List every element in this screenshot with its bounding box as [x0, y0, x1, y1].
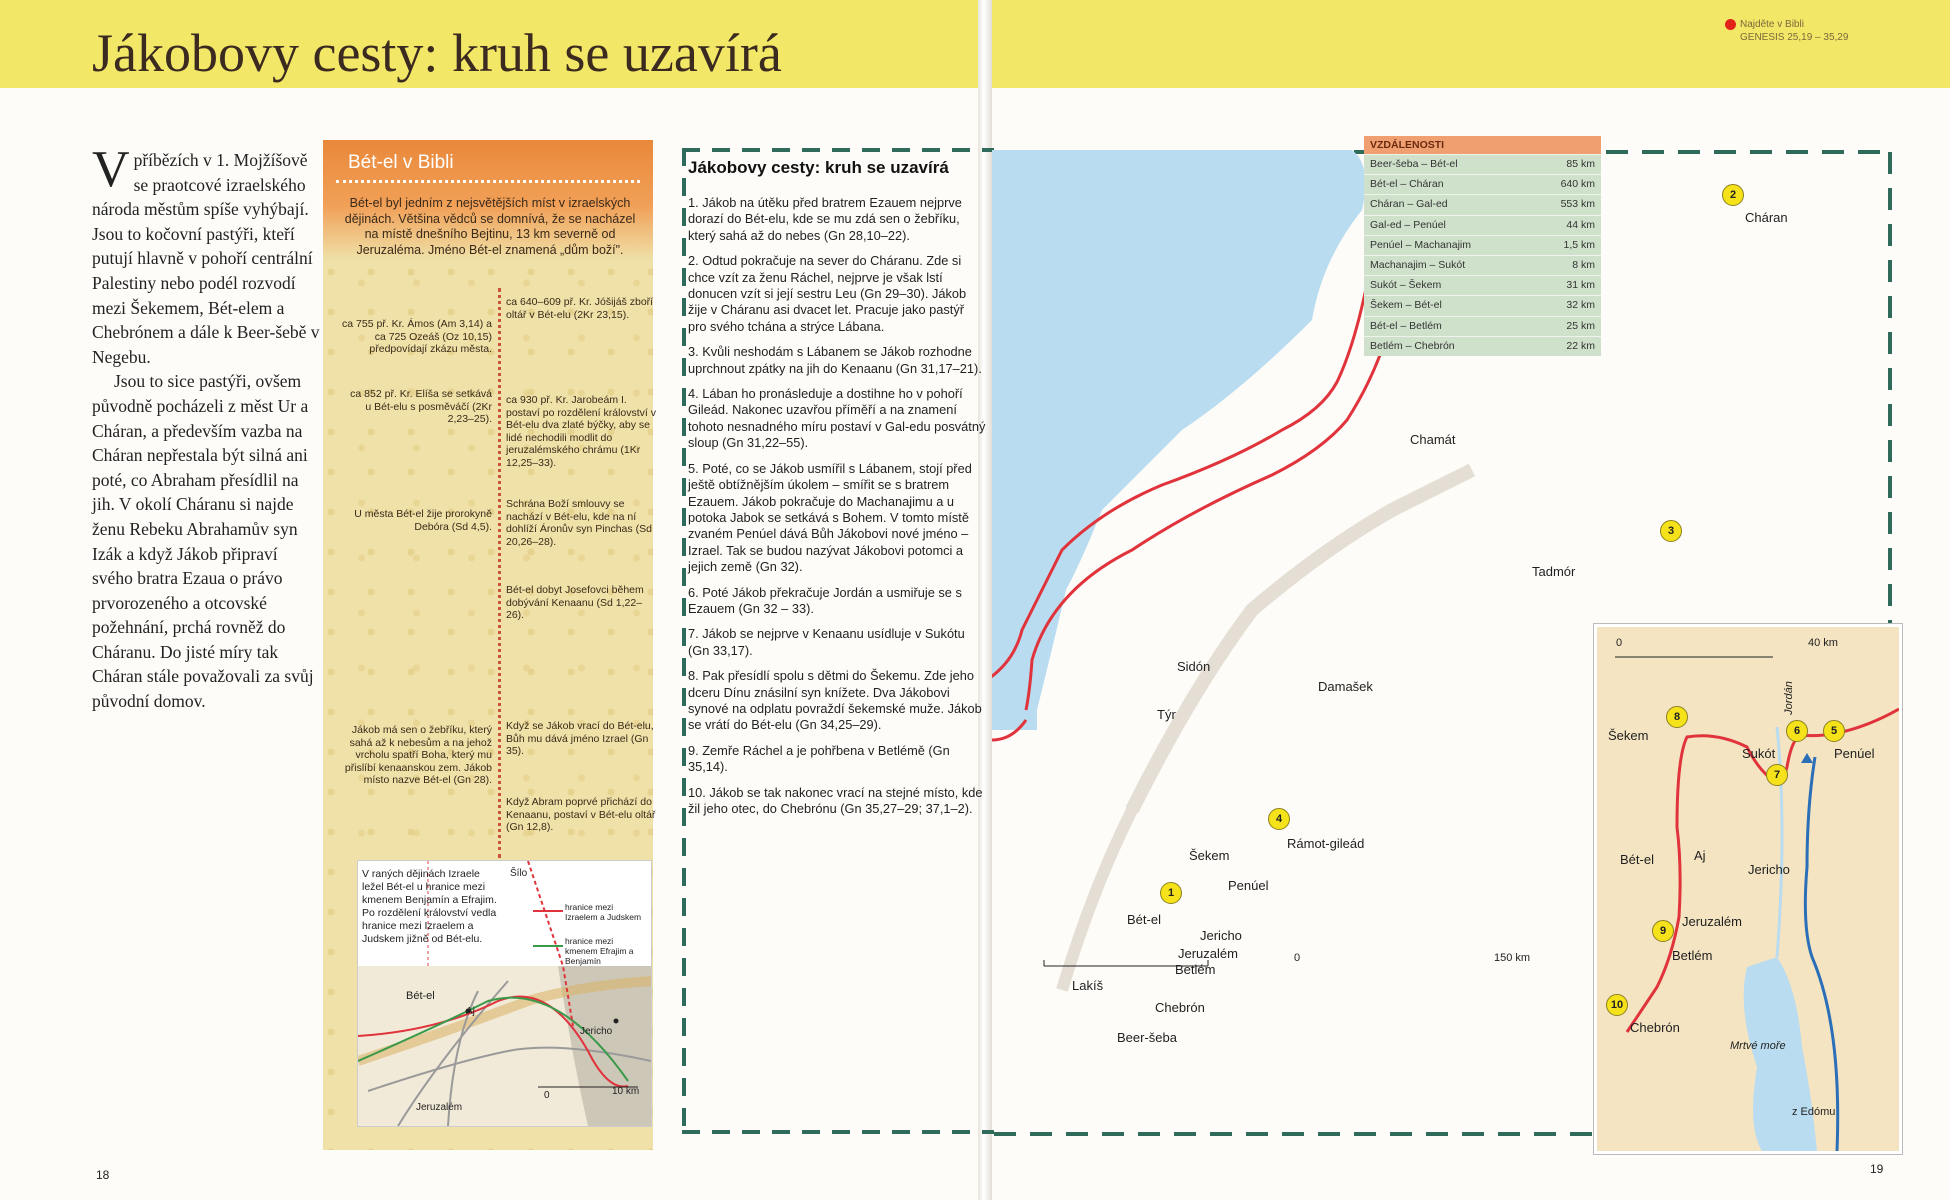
place-ramot: Rámot-gileád	[1287, 836, 1365, 851]
table-row: Machanajim – Sukót 8 km	[1364, 255, 1601, 275]
table-row: Beer-šeba – Bét-el 85 km	[1364, 154, 1601, 174]
timeline-entry: U města Bét-el žije prorokyně Debóra (Sd 4,5).	[354, 508, 492, 533]
inset-place-sekem: Šekem	[1608, 728, 1649, 743]
list-item: 4. Lában ho pronásleduje a dostihne ho v pohoří Gileád. Nakonec uzavřou příměří a na znamení tohoto nesnadného míru postaví v Gal-edu posvátný sloup (Gn 31,22–55).	[688, 386, 986, 451]
map-scale-zero: 0	[1294, 952, 1301, 964]
inset-map	[1594, 624, 1902, 1154]
intro-p1: příbězích v 1. Mojžíšově se praotcové izraelského národa městům spíše vyhýbají. Jsou to kočovní pastýři, kteří putují hlavně v pohoří centrální Palestiny nebo podél rozvodí mezi Šekemem, Bét-elem a Chebrónem a dále k Beer-šebě v Negebu.	[92, 150, 320, 367]
table-row: Bét-el – Cháran 640 km	[1364, 174, 1601, 194]
timeline-entry: Když Abram poprvé přichází do Kenaanu, postaví v Bét-elu oltář (Gn 12,8).	[506, 796, 656, 833]
map-label-silo: Šílo	[510, 868, 528, 879]
place-betel: Bét-el	[1127, 912, 1161, 927]
map-scale-150: 150 km	[1494, 952, 1531, 964]
inset-place-edom: z Edómu	[1792, 1106, 1836, 1118]
marker-5: 5	[1823, 720, 1845, 742]
list-item: 6. Poté Jákob překračuje Jordán a usmiřuje se s Ezauem (Gn 32 – 33).	[688, 584, 962, 616]
map-label-jeruzalem: Jeruzalém	[416, 1102, 463, 1113]
bible-reference	[1725, 18, 1848, 44]
betel-intro: Bét-el byl jedním z nejsvětějších míst v izraelských dějinách. Většina vědců se domnívá, že se nacházel na místě dnešního Bejtinu, 13 km severně od Jeruzaléma. Jméno Bét-el znamená „dům boží".	[344, 196, 636, 257]
legend-green-label: hranice mezi kmenem Efrajim a Benjamín	[565, 936, 634, 966]
marker-7: 7	[1766, 764, 1788, 786]
timeline-entry: Když se Jákob vrací do Bét-elu, Bůh mu dává jméno Izrael (Gn 35).	[506, 720, 654, 757]
timeline-entry: Jákob má sen o žebříku, který sahá až k nebesům a na jehož vrcholu spatří Boha, který mu přislíbí kenaanskou zem. Jákob místo nazve Bét-el (Gn 28).	[344, 724, 492, 786]
legend-red-label: hranice mezi Izraelem a Judskem	[565, 902, 642, 922]
table-row: Gal-ed – Penúel 44 km	[1364, 215, 1601, 235]
place-jericho: Jericho	[1200, 928, 1242, 943]
place-lakis: Lakíš	[1072, 978, 1104, 993]
place-jeruzalem: Jeruzalém	[1178, 946, 1238, 961]
page-title: Jákobovy cesty: kruh se uzavírá	[92, 23, 782, 83]
inset-place-jordan: Jordán	[1782, 681, 1795, 715]
marker-1: 1	[1160, 882, 1182, 904]
table-row: Sukót – Šekem 31 km	[1364, 275, 1601, 295]
inset-place-jeruzalem: Jeruzalém	[1682, 914, 1742, 929]
page-number-left: 18	[96, 1168, 110, 1182]
intro-p2: Jsou to sice pastýři, ovšem původně pocházeli z měst Ur a Cháran, a především vazba na Cháran nepřestala být silná ani poté, co Abraham přesídlil na jih. V okolí Cháranu si najde ženu Rebeku Abrahamův syn Izák a když Jákob připraví svého bratra Ezaua o právo prvorozeného a otcovské požehnání, prchá rovněž do Cháranu. Do jisté míry tak Cháran stále považovali za svůj původní domov.	[92, 371, 314, 712]
timeline-entry: Bét-el dobyt Josefovci během dobývání Kenaanu (Sd 1,22–26).	[506, 584, 644, 621]
place-chamat: Chamát	[1410, 432, 1456, 447]
betel-title: Bét-el v Bibli	[348, 152, 454, 173]
esau-route	[1805, 757, 1837, 1151]
mediterranean-sea	[1032, 150, 1365, 730]
betel-divider	[336, 180, 640, 183]
list-item: 10. Jákob se tak nakonec vrací na stejné místo, kde žil jeho otec, do Chebrónu (Gn 35,27–29; 37,1–2).	[688, 784, 983, 816]
inset-scale-40: 40 km	[1808, 637, 1838, 649]
marker-6: 6	[1786, 720, 1808, 742]
ref-value: GENESIS 25,19 – 35,29	[1740, 32, 1849, 43]
distance-table	[1364, 136, 1601, 356]
map-label-jericho: Jericho	[580, 1026, 613, 1037]
inset-place-penuel: Penúel	[1834, 746, 1875, 761]
textbox-title: Jákobovy cesty: kruh se uzavírá	[688, 158, 949, 177]
border-map-caption: V raných dějinách Izraele ležel Bét-el u hranice mezi kmenem Benjamín a Efrajim. Po rozdělení království vedla hranice mezi Izraelem a Judskem jižně od Bét-elu.	[362, 868, 497, 945]
map-label-aj: Aj	[466, 1006, 475, 1017]
timeline-entry: ca 930 př. Kr. Jarobeám I. postaví po rozdělení království v Bét-elu dva zlaté býčky, aby se lidé nechodili modlit do jeruzalémského chrámu (1Kr 12,25–33).	[506, 394, 656, 469]
timeline-entry: ca 640–609 př. Kr. Jóšijáš zboří oltář v Bét-elu (2Kr 23,15).	[506, 296, 654, 321]
list-item: 9. Zemře Ráchel a je pohřbena v Betlémě (Gn 35,14).	[688, 742, 950, 775]
marker-3: 3	[1660, 520, 1682, 542]
place-sekem: Šekem	[1189, 848, 1230, 863]
table-row: Penúel – Machanajim 1,5 km	[1364, 235, 1601, 255]
red-dot-icon	[1725, 19, 1736, 30]
place-tadmor: Tadmór	[1532, 564, 1576, 579]
inset-place-betel: Bét-el	[1620, 852, 1654, 867]
place-chebron: Chebrón	[1155, 1000, 1205, 1015]
inset-place-jericho: Jericho	[1748, 862, 1790, 877]
inset-scale-zero: 0	[1616, 637, 1623, 649]
textbox-list	[688, 195, 986, 826]
marker-8: 8	[1666, 706, 1688, 728]
timeline-entry: Schrána Boží smlouvy se nachází v Bét-elu, kde na ní dohlíží Áronův syn Pinchas (Sd 20,26–28).	[506, 498, 652, 548]
marker-9: 9	[1652, 920, 1674, 942]
place-tyr: Týr	[1157, 707, 1176, 722]
inset-place-aj: Aj	[1694, 848, 1706, 863]
inset-place-betlem: Betlém	[1672, 948, 1713, 963]
marker-4: 4	[1268, 808, 1290, 830]
map-label-betel: Bét-el	[406, 990, 435, 1002]
list-item: 3. Kvůli neshodám s Lábanem se Jákob rozhodne uprchnout zpátky na jih do Kenaanu (Gn 31,17–21).	[688, 344, 982, 376]
intro-text	[92, 141, 322, 714]
marker-2: 2	[1722, 184, 1744, 206]
jordan-river	[1777, 727, 1782, 957]
table-row: Šekem – Bét-el 32 km	[1364, 295, 1601, 315]
timeline-line	[498, 288, 501, 858]
place-penuel: Penúel	[1228, 878, 1269, 893]
table-row: Betlém – Chebrón 22 km	[1364, 336, 1601, 356]
list-item: 7. Jákob se nejprve v Kenaanu usídluje v Sukótu (Gn 33,17).	[688, 626, 965, 658]
inset-place-chebron: Chebrón	[1630, 1020, 1680, 1035]
timeline-entry: ca 755 př. Kr. Ámos (Am 3,14) a ca 725 Ozeáš (Oz 10,15) předpovídají zkázu města.	[342, 318, 492, 355]
list-item: 2. Odtud pokračuje na sever do Cháranu. Zde si chce vzít za ženu Ráchel, nejprve je však lstí donucen vzít si její sestru Leu (Gn 29–30). Jákob žije v Cháranu asi dvacet let. Pracuje jako pastýř pro svého tchána a strýce Lábana.	[688, 253, 967, 334]
list-item: 1. Jákob na útěku před bratrem Ezauem nejprve dorazí do Bét-elu, kde se mu zdá sen o žebříku, který sahá až do nebes (Gn 28,10–22).	[688, 195, 962, 243]
place-damasek: Damašek	[1318, 679, 1373, 694]
inset-map-svg	[1597, 627, 1899, 1151]
timeline-entry: ca 852 př. Kr. Elíša se setkává u Bét-elu s posměváčí (2Kr 2,23–25).	[350, 388, 492, 425]
place-charan: Cháran	[1745, 210, 1788, 225]
scale-zero: 0	[544, 1090, 550, 1101]
inset-place-mrtve: Mrtvé moře	[1730, 1040, 1786, 1052]
place-beerseba: Beer-šeba	[1117, 1030, 1177, 1045]
dead-sea	[1744, 957, 1817, 1151]
place-sidon: Sidón	[1177, 659, 1211, 674]
ref-label: Najděte v Bibli	[1740, 19, 1804, 30]
table-row: Bét-el – Betlém 25 km	[1364, 316, 1601, 336]
page-number-right: 19	[1870, 1162, 1884, 1176]
marker-10: 10	[1606, 994, 1628, 1016]
inset-place-sukot: Sukót	[1742, 746, 1776, 761]
scale-ten-km: 10 km	[612, 1086, 640, 1097]
drop-cap: V	[92, 141, 130, 198]
sea-strip	[992, 150, 1037, 730]
distance-table-title: VZDÁLENOSTI	[1364, 136, 1601, 154]
table-row: Cháran – Gal-ed 553 km	[1364, 194, 1601, 214]
list-item: 5. Poté, co se Jákob usmířil s Lábanem, stojí před ještě obtížnějším úkolem – smířit se s bratrem Ezauem. Jákob pokračuje do Machanajimu a u potoka Jabok se setkává s Bohem. V tomto místě zvaném Penúel dává Bůh Jákobovi nové jméno – Izrael. Tak se budou nazývat Jákobovi potomci a jejich země (Gn 32).	[688, 460, 972, 575]
list-item: 8. Pak přesídlí spolu s dětmi do Šekemu. Zde jeho dceru Dínu znásilní syn knížete. Dva Jákobovi synové na odplatu povraždí šekemské muže. Jákob se vrátí do Bét-elu (Gn 34,25–29).	[688, 668, 982, 733]
place-betlem: Betlém	[1175, 962, 1216, 977]
